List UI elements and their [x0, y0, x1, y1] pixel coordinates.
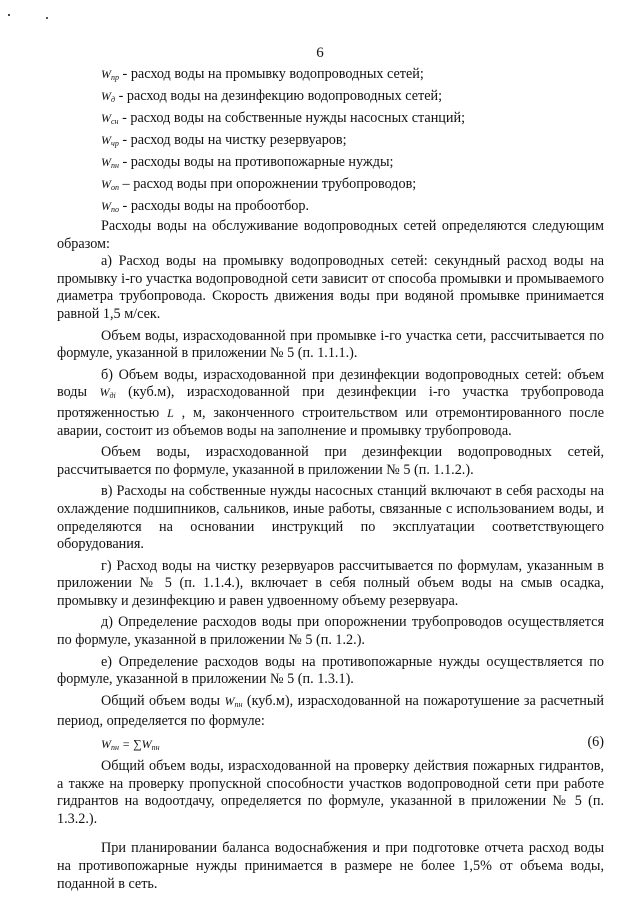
paragraph-intro: Расходы воды на обслуживание водопроводных сетей определяются следующим образом:	[57, 218, 604, 252]
definition-item: $W_д$ - расход воды на дезинфекцию водопроводных сетей;	[101, 88, 443, 104]
paragraph-v: в) Расходы на собственные нужды насосных станций включают в себя расходы на охлаждение подшипников, сальников, иные работы, связанные с использованием воды, и определяются на основании инструкций по эксплуатации соответствующего оборудования.	[57, 483, 604, 553]
paragraph-b: б) Объем воды, израсходованной при дезинфекции водопроводных сетей: объем воды $W_{дi}$ (куб.м), израсходованной при дезинфекции i-го участка трубопровода протяженностью L , м, законченного строительством или отремонтированного после аварии, состоит из объемов воды на заполнение и промывку трубопровода.	[57, 366, 604, 439]
definition-item: $W_{пр}$ - расход воды на промывку водопроводных сетей;	[101, 66, 424, 82]
paragraph-hydrants: Общий объем воды, израсходованной на проверку действия пожарных гидрантов, а также на проверку пропускной способности участков водопроводной сети при работе гидрантов на водоотдачу, определяется по формуле, указанной в приложении № 5 (п. 1.3.2.).	[57, 758, 604, 827]
definition-item: $W_{оп}$ – расход воды при опорожнении трубопроводов;	[101, 176, 417, 192]
definition-item: $W_{пн}$ - расходы воды на противопожарные нужды;	[101, 154, 394, 170]
definition-item: $W_{сн}$ - расход воды на собственные нужды насосных станций;	[101, 110, 466, 126]
scan-speck	[8, 14, 10, 16]
paragraph-b2: Объем воды, израсходованной при дезинфекции водопроводных сетей, рассчитывается по формуле, указанной в приложении № 5 (п. 1.1.2.).	[57, 444, 604, 478]
page-number: 6	[316, 45, 324, 61]
body-text	[57, 218, 604, 893]
formula-number: (6)	[587, 734, 604, 751]
paragraph-d: д) Определение расходов воды при опорожнении трубопроводов осуществляется по формуле, указанной в приложении № 5 (п. 1.2.).	[57, 614, 604, 649]
formula-6	[101, 734, 604, 756]
definition-item: $W_{чр}$ - расход воды на чистку резервуаров;	[101, 132, 347, 148]
paragraph-a: а) Расход воды на промывку водопроводных сетей: секундный расход воды на промывку i-го участка водопроводной сети зависит от способа промывки и промываемого диаметра трубопровода. Скорость движения воды при водяной промывке принимается равной 1,5 м/сек.	[57, 253, 604, 322]
definition-item: $W_{по}$ - расходы воды на пробоотбор.	[101, 198, 310, 214]
paragraph-a2: Объем воды, израсходованной при промывке i-го участка сети, рассчитывается по формуле, указанной в приложении № 5 (п. 1.1.1.).	[57, 327, 604, 362]
paragraph-total: Общий объем воды $W_{пн}$ (куб.м), израсходованной на пожаротушение за расчетный период, определяется по формуле:	[57, 692, 604, 730]
scan-speck	[46, 17, 48, 19]
paragraph-e: е) Определение расходов воды на противопожарные нужды осуществляется по формуле, указанной в приложении № 5 (п. 1.3.1).	[57, 653, 604, 688]
paragraph-planning: При планировании баланса водоснабжения и при подготовке отчета расход воды на противопожарные нужды принимается в размере не более 1,5% от объема воды, поданной в сеть.	[57, 840, 604, 892]
paragraph-g: г) Расход воды на чистку резервуаров рассчитывается по формулам, указанным в приложении № 5 (п. 1.1.4.), включает в себя полный объем воды на смыв осадка, промывку и дезинфекцию и равен удвоенному объему резервуара.	[57, 557, 604, 609]
formula-expression: $W_{пн} = \sum W_{пн}$	[101, 737, 160, 753]
